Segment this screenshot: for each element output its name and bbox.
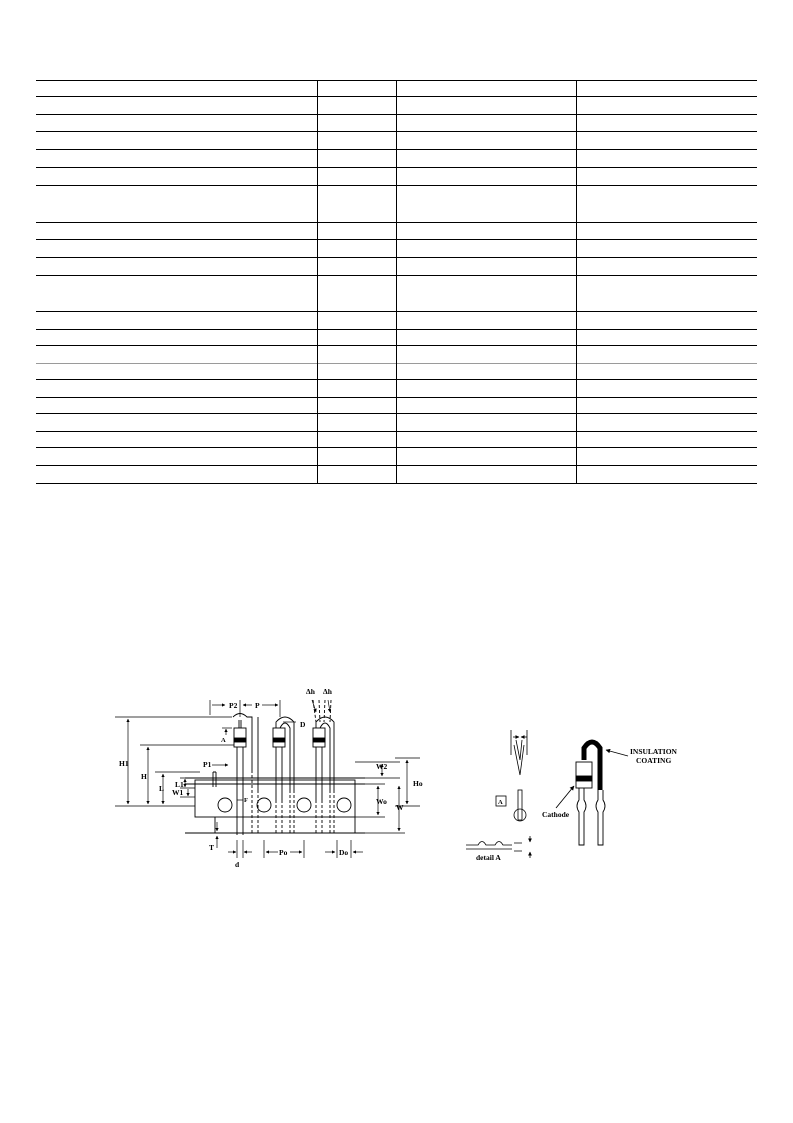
spec-table-row bbox=[36, 398, 757, 414]
spec-table-cell bbox=[396, 186, 576, 223]
spec-table-cell bbox=[317, 115, 396, 132]
label-detail-a: detail A bbox=[476, 853, 501, 862]
spec-table-cell bbox=[576, 97, 757, 115]
label-f: F bbox=[244, 797, 248, 804]
spec-table-row bbox=[36, 432, 757, 448]
spec-table-cell bbox=[396, 414, 576, 432]
label-p: P bbox=[255, 701, 260, 710]
label-delta-h-2: Δh bbox=[323, 687, 332, 696]
spec-table bbox=[36, 80, 757, 484]
spec-table-cell bbox=[396, 312, 576, 330]
spec-table-cell bbox=[576, 312, 757, 330]
spec-table-cell bbox=[36, 312, 317, 330]
spec-table-row bbox=[36, 115, 757, 132]
label-w: W bbox=[396, 803, 404, 812]
label-lead-d: d bbox=[235, 860, 240, 869]
spec-table-cell bbox=[576, 81, 757, 97]
spec-table-cell bbox=[36, 97, 317, 115]
label-ho: Ho bbox=[413, 779, 423, 788]
spec-table-cell bbox=[396, 168, 576, 186]
spec-table-cell bbox=[317, 81, 396, 97]
label-d-diameter: D bbox=[300, 720, 306, 729]
spec-table-cell bbox=[36, 432, 317, 448]
delta-h-guides bbox=[313, 700, 331, 722]
sprocket-hole bbox=[257, 798, 271, 812]
spec-table-cell bbox=[36, 115, 317, 132]
spec-table-cell bbox=[36, 168, 317, 186]
spec-table-cell bbox=[317, 97, 396, 115]
sprocket-hole bbox=[297, 798, 311, 812]
spec-table-cell bbox=[576, 414, 757, 432]
spec-table-row bbox=[36, 223, 757, 240]
spec-table-cell bbox=[576, 223, 757, 240]
spec-table-cell bbox=[317, 364, 396, 380]
detail-a-profile bbox=[466, 842, 512, 846]
spec-table-cell bbox=[576, 330, 757, 346]
spec-table-cell bbox=[576, 346, 757, 364]
label-h: H bbox=[141, 772, 147, 781]
spec-table-cell bbox=[396, 97, 576, 115]
spec-table-row bbox=[36, 240, 757, 258]
left-figure-labels bbox=[119, 687, 423, 869]
spec-table-cell bbox=[36, 448, 317, 466]
label-do: Do bbox=[339, 848, 349, 857]
diode-body bbox=[233, 714, 258, 836]
taped-diode-drawing bbox=[185, 700, 365, 835]
spec-table-cell bbox=[317, 132, 396, 150]
spec-table-cell bbox=[36, 132, 317, 150]
label-p2: P2 bbox=[229, 701, 238, 710]
spec-table-cell bbox=[396, 364, 576, 380]
spec-table-cell bbox=[576, 115, 757, 132]
spec-table-cell bbox=[36, 380, 317, 398]
tape-lower-line bbox=[185, 817, 365, 833]
diode-body bbox=[313, 717, 334, 800]
spec-table-row bbox=[36, 330, 757, 346]
spec-table-cell bbox=[317, 258, 396, 276]
spec-table-row bbox=[36, 97, 757, 115]
spec-table-cell bbox=[317, 380, 396, 398]
spec-table-cell bbox=[396, 276, 576, 312]
insulated-diode-drawing bbox=[556, 742, 628, 845]
spec-table-cell bbox=[317, 398, 396, 414]
spec-table-cell bbox=[36, 150, 317, 168]
spec-table-cell bbox=[317, 346, 396, 364]
label-t: T bbox=[209, 843, 215, 852]
spec-table-cell bbox=[36, 398, 317, 414]
insulated-diode-labels bbox=[542, 747, 678, 819]
sprocket-hole bbox=[218, 798, 232, 812]
spec-table-row bbox=[36, 150, 757, 168]
spec-table-row bbox=[36, 186, 757, 223]
spec-table-cell bbox=[317, 312, 396, 330]
spec-table-cell bbox=[396, 258, 576, 276]
sprocket-hole bbox=[337, 798, 351, 812]
label-insulation-line1: INSULATION bbox=[630, 747, 677, 756]
label-insulation-line2: COATING bbox=[636, 756, 672, 765]
spec-table-cell bbox=[396, 132, 576, 150]
insulation-coating bbox=[584, 742, 600, 790]
cathode-band bbox=[576, 776, 592, 781]
spec-table-cell bbox=[576, 380, 757, 398]
label-h1: H1 bbox=[119, 759, 129, 768]
spec-table-row bbox=[36, 466, 757, 484]
spec-table-cell bbox=[36, 346, 317, 364]
tab-marker bbox=[213, 772, 216, 787]
spec-table-cell bbox=[317, 168, 396, 186]
spec-table-cell bbox=[36, 276, 317, 312]
spec-table-row bbox=[36, 364, 757, 380]
spec-table-cell bbox=[396, 398, 576, 414]
spec-table-cell bbox=[576, 432, 757, 448]
spec-table-body bbox=[36, 81, 757, 484]
spec-table-row bbox=[36, 168, 757, 186]
spec-table-cell bbox=[396, 150, 576, 168]
spec-table-cell bbox=[576, 168, 757, 186]
diode-leads bbox=[577, 788, 605, 845]
spec-table-cell bbox=[396, 330, 576, 346]
spec-table-cell bbox=[317, 276, 396, 312]
spec-table-cell bbox=[36, 186, 317, 223]
spec-table-cell bbox=[576, 448, 757, 466]
spec-table-row bbox=[36, 346, 757, 364]
label-delta-h-1: Δh bbox=[306, 687, 315, 696]
carrier-tape bbox=[195, 780, 355, 817]
spec-table-cell bbox=[396, 448, 576, 466]
spec-table-cell bbox=[36, 258, 317, 276]
spec-table-cell bbox=[317, 240, 396, 258]
diode-body bbox=[273, 717, 294, 800]
spec-table-cell bbox=[36, 240, 317, 258]
label-cathode: Cathode bbox=[542, 810, 570, 819]
spec-table-cell bbox=[317, 186, 396, 223]
dimension-lines bbox=[115, 700, 420, 858]
spec-table-row bbox=[36, 312, 757, 330]
spec-table-cell bbox=[317, 150, 396, 168]
spec-table-cell bbox=[396, 223, 576, 240]
spec-table-cell bbox=[576, 276, 757, 312]
spec-table-cell bbox=[396, 240, 576, 258]
detail-a-box bbox=[496, 796, 506, 806]
spec-table-cell bbox=[36, 466, 317, 484]
spec-table-cell bbox=[36, 223, 317, 240]
spec-table-cell bbox=[576, 364, 757, 380]
label-detail-a-box: A bbox=[498, 799, 503, 806]
label-w1: W1 bbox=[172, 788, 184, 797]
label-l1: L1 bbox=[175, 780, 184, 789]
spec-table-cell bbox=[576, 258, 757, 276]
spec-table-cell bbox=[317, 330, 396, 346]
label-p1: P1 bbox=[203, 760, 212, 769]
label-wo: Wo bbox=[376, 797, 387, 806]
spec-table-row bbox=[36, 448, 757, 466]
spec-table-cell bbox=[36, 364, 317, 380]
label-a: A bbox=[221, 737, 226, 744]
label-po: Po bbox=[279, 848, 288, 857]
spec-table-row bbox=[36, 258, 757, 276]
spec-table-cell bbox=[576, 150, 757, 168]
spec-table-cell bbox=[396, 346, 576, 364]
spec-table-cell bbox=[36, 330, 317, 346]
spec-table-cell bbox=[36, 81, 317, 97]
spec-table-cell bbox=[576, 398, 757, 414]
spec-table-row bbox=[36, 380, 757, 398]
spec-table-row bbox=[36, 132, 757, 150]
spec-table-cell bbox=[36, 414, 317, 432]
spec-table-cell bbox=[396, 81, 576, 97]
label-l: L bbox=[159, 784, 165, 793]
spec-table-cell bbox=[576, 240, 757, 258]
spec-table-cell bbox=[576, 466, 757, 484]
detail-a-drawing bbox=[466, 730, 530, 858]
spec-table-row bbox=[36, 276, 757, 312]
cathode-body bbox=[576, 762, 592, 788]
hold-down-tape bbox=[185, 778, 365, 784]
lead-centerline bbox=[252, 770, 334, 835]
spec-table-cell bbox=[396, 115, 576, 132]
label-w2: W2 bbox=[376, 762, 388, 771]
spec-table-cell bbox=[576, 132, 757, 150]
spec-table-cell bbox=[396, 380, 576, 398]
spec-table-cell bbox=[576, 186, 757, 223]
spec-table-row bbox=[36, 414, 757, 432]
detail-a-labels bbox=[476, 799, 503, 862]
spec-table-cell bbox=[317, 432, 396, 448]
spec-table-cell bbox=[396, 466, 576, 484]
spec-table-cell bbox=[396, 432, 576, 448]
spec-table-cell bbox=[317, 223, 396, 240]
spec-table-row bbox=[36, 81, 757, 97]
spec-table-cell bbox=[317, 414, 396, 432]
spec-table-cell bbox=[317, 466, 396, 484]
spec-table-cell bbox=[317, 448, 396, 466]
